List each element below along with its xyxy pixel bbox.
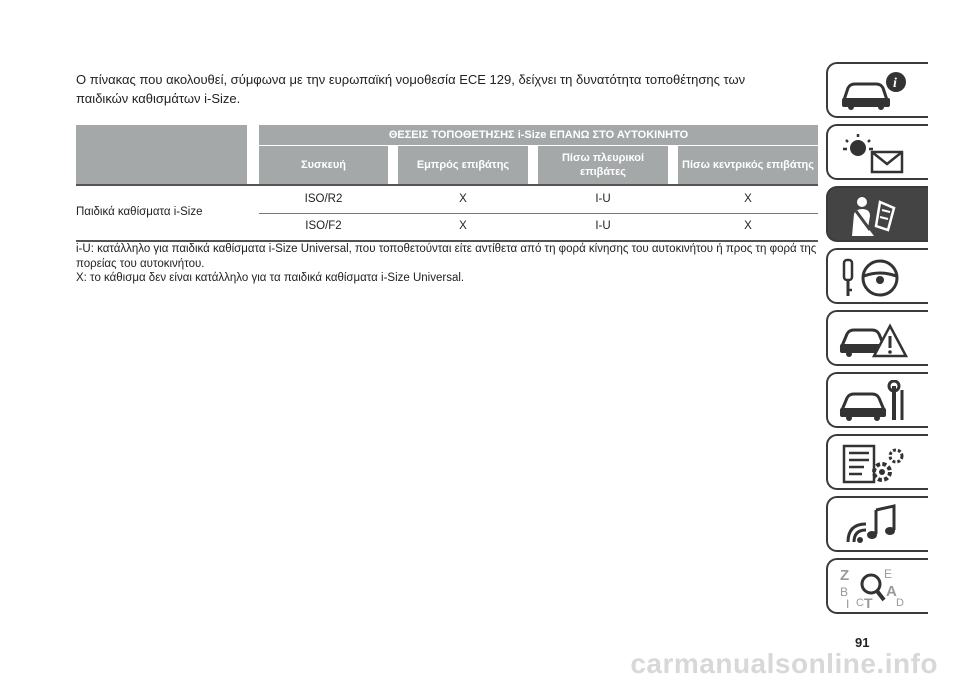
technical-data-gear-icon [838, 442, 910, 486]
column-header-rear-center-passenger: Πίσω κεντρικός επιβάτης [678, 146, 818, 184]
note-x: X: το κάθισμα δεν είναι κατάλληλο για τα παιδικά καθίσματα i-Size Universal. [76, 272, 465, 284]
table-cell: X [744, 220, 752, 232]
table-cell: ISO/R2 [304, 193, 343, 205]
multimedia-music-icon [838, 504, 910, 548]
car-emergency-icon [838, 318, 910, 362]
table-cell: ISO/F2 [305, 220, 342, 232]
svg-text:B: B [840, 585, 849, 599]
table-notes [76, 242, 818, 286]
svg-text:C: C [856, 597, 864, 609]
svg-text:I: I [846, 597, 850, 610]
table-group-header: ΘΕΣΕΙΣ ΤΟΠΟΘΕΤΗΣΗΣ i-Size ΕΠΑΝΩ ΣΤΟ ΑΥΤΟΚΙΝΗΤΟ [259, 125, 818, 145]
warning-light-message-icon [838, 132, 910, 176]
row-label-child-seats: Παιδικά καθίσματα i-Size [76, 206, 203, 218]
row-divider [259, 213, 818, 214]
tab-safety[interactable] [826, 186, 928, 242]
table-cell: X [744, 193, 752, 205]
intro-paragraph: Ο πίνακας που ακολουθεί, σύμφωνα με την ευρωπαϊκή νομοθεσία ECE 129, δείχνει τη δυνατότητα τοποθέτησης των παιδικών καθισμάτων i-Size. [76, 72, 746, 106]
key-steering-wheel-icon [838, 256, 910, 300]
car-maintenance-tools-icon [838, 380, 910, 424]
car-info-icon [838, 70, 910, 114]
tab-index[interactable] [826, 558, 928, 614]
table-cell: X [459, 193, 467, 205]
svg-text:Z: Z [840, 567, 850, 584]
seat-belt-airbag-icon [838, 194, 910, 238]
column-header-device: Συσκευή [259, 146, 388, 184]
column-header-rear-side-passengers: Πίσω πλευρικοί επιβάτες [538, 146, 668, 184]
tab-starting-driving[interactable] [826, 248, 928, 304]
page-number: 91 [855, 635, 870, 650]
alphabetical-index-icon [838, 566, 910, 610]
tab-warning-lights[interactable] [826, 124, 928, 180]
svg-text:T: T [864, 595, 873, 610]
svg-text:i: i [893, 76, 897, 91]
column-header-front-passenger: Εμπρός επιβάτης [398, 146, 528, 184]
tab-maintenance[interactable] [826, 372, 928, 428]
tab-technical-data[interactable] [826, 434, 928, 490]
svg-text:D: D [896, 597, 904, 609]
svg-text:A: A [886, 583, 897, 600]
table-cell: I-U [595, 220, 611, 232]
svg-text:E: E [884, 567, 893, 581]
watermark: carmanualsonline.info [630, 648, 938, 679]
tab-multimedia[interactable] [826, 496, 928, 552]
tab-car-info[interactable] [826, 62, 928, 118]
header-rule [76, 184, 818, 186]
tab-emergency[interactable] [826, 310, 928, 366]
table-header-blank [76, 125, 247, 184]
note-iu: i-U: κατάλληλο για παιδικά καθίσματα i-Size Universal, που τοποθετούνται είτε αντίθετα από τη φορά κίνησης του αυτοκινήτου ή προς τη φορά της πορείας του αυτοκινήτου. [76, 243, 817, 270]
table-cell: I-U [595, 193, 611, 205]
table-cell: X [459, 220, 467, 232]
